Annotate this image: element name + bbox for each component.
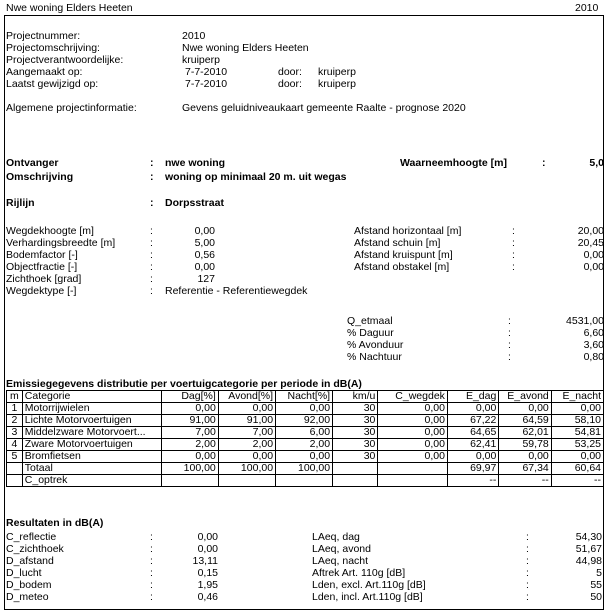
result-value: 51,67 bbox=[575, 543, 602, 555]
table-cell: 1 bbox=[7, 403, 23, 415]
created-label: Aangemaakt op: bbox=[6, 66, 83, 78]
result-colon: : bbox=[526, 555, 529, 567]
table-row bbox=[7, 439, 604, 451]
table-cell bbox=[276, 475, 333, 487]
created-date: 7-7-2010 bbox=[185, 66, 228, 78]
param-label: Zichthoek [grad] bbox=[6, 273, 82, 285]
table-cell: 0,00 bbox=[276, 403, 333, 415]
result-colon: : bbox=[526, 579, 529, 591]
emission-table-header bbox=[7, 391, 604, 403]
table-cell: 30 bbox=[333, 403, 378, 415]
result-colon: : bbox=[150, 579, 153, 591]
param-value: 20,00 bbox=[577, 225, 604, 237]
param-value: 0,00 bbox=[194, 261, 215, 273]
modified-by-label: door: bbox=[278, 78, 302, 90]
param-colon: : bbox=[150, 237, 153, 249]
observation-height-label: Waarneemhoogte [m] bbox=[400, 157, 507, 169]
result-colon: : bbox=[150, 555, 153, 567]
result-colon: : bbox=[526, 531, 529, 543]
table-cell: 2,00 bbox=[162, 439, 218, 451]
table-cell: 58,10 bbox=[551, 415, 603, 427]
result-value: 5 bbox=[596, 567, 602, 579]
result-colon: : bbox=[150, 531, 153, 543]
table-cell: Bromfietsen bbox=[22, 451, 162, 463]
param-colon: : bbox=[512, 225, 515, 237]
table-cell: Zware Motorvoertuigen bbox=[22, 439, 162, 451]
table-cell: Lichte Motorvoertuigen bbox=[22, 415, 162, 427]
param-colon: : bbox=[150, 285, 153, 297]
receiver-description-label: Omschrijving bbox=[6, 171, 74, 183]
result-label: Lden, incl. Art.110g [dB] bbox=[312, 591, 423, 603]
table-cell: 0,00 bbox=[218, 403, 275, 415]
table-cell: 30 bbox=[333, 427, 378, 439]
param-label: Wegdektype [-] bbox=[6, 285, 77, 297]
column-header: E_dag bbox=[447, 391, 498, 403]
traffic-colon: : bbox=[508, 339, 511, 351]
modified-label: Laatst gewijzigd op: bbox=[6, 78, 99, 90]
param-colon: : bbox=[150, 261, 153, 273]
result-label: LAeq, avond bbox=[312, 543, 371, 555]
param-label: Afstand horizontaal [m] bbox=[354, 225, 462, 237]
table-cell: 69,97 bbox=[447, 463, 498, 475]
param-label: Bodemfactor [-] bbox=[6, 249, 78, 261]
table-cell: 0,00 bbox=[378, 439, 448, 451]
result-colon: : bbox=[526, 543, 529, 555]
traffic-value: 3,60 bbox=[583, 339, 604, 351]
result-value: 54,30 bbox=[575, 531, 602, 543]
column-header: E_nacht bbox=[551, 391, 603, 403]
general-info-label: Algemene projectinformatie: bbox=[6, 102, 137, 114]
table-cell bbox=[218, 475, 275, 487]
project-owner: kruiperp bbox=[182, 54, 220, 66]
result-label: Lden, excl. Art.110g [dB] bbox=[312, 579, 426, 591]
traffic-label: % Daguur bbox=[347, 327, 394, 339]
result-label: LAeq, nacht bbox=[312, 555, 369, 567]
param-colon: : bbox=[512, 261, 515, 273]
table-cell: 59,78 bbox=[499, 439, 551, 451]
column-header: E_avond bbox=[499, 391, 551, 403]
table-cell: 0,00 bbox=[378, 451, 448, 463]
road-colon: : bbox=[150, 197, 154, 209]
traffic-colon: : bbox=[508, 327, 511, 339]
table-cell: 0,00 bbox=[551, 403, 603, 415]
param-value: 0,00 bbox=[583, 261, 604, 273]
receiver-description: woning op minimaal 20 m. uit wegas bbox=[165, 171, 347, 183]
result-label: C_zichthoek bbox=[6, 543, 64, 555]
document-title: Nwe woning Elders Heeten bbox=[6, 2, 133, 14]
table-cell: 7,00 bbox=[218, 427, 275, 439]
param-label: Objectfractie [-] bbox=[6, 261, 78, 273]
table-cell: 0,00 bbox=[378, 415, 448, 427]
table-cell: 3 bbox=[7, 427, 23, 439]
result-label: C_reflectie bbox=[6, 531, 57, 543]
param-label: Wegdekhoogte [m] bbox=[6, 225, 94, 237]
param-colon: : bbox=[150, 273, 153, 285]
modified-by: kruiperp bbox=[318, 78, 356, 90]
param-colon: : bbox=[512, 249, 515, 261]
receiver-label: Ontvanger bbox=[6, 157, 59, 169]
table-cell: 0,00 bbox=[499, 403, 551, 415]
result-label: D_afstand bbox=[6, 555, 54, 567]
param-label: Afstand schuin [m] bbox=[354, 237, 441, 249]
param-value: 20,45 bbox=[577, 237, 604, 249]
table-cell: 91,00 bbox=[162, 415, 218, 427]
result-label: Aftrek Art. 110g [dB] bbox=[312, 567, 406, 579]
table-cell: Middelzware Motorvoert... bbox=[22, 427, 162, 439]
emission-title: Emissiegegevens distributie per voertuigcategorie per periode in dB(A) bbox=[6, 378, 362, 390]
result-value: 0,15 bbox=[197, 567, 218, 579]
table-cell: 67,22 bbox=[447, 415, 498, 427]
table-cell: 0,00 bbox=[551, 451, 603, 463]
receiver-description-colon: : bbox=[150, 171, 154, 183]
param-label: Afstand obstakel [m] bbox=[354, 261, 450, 273]
result-label: D_meteo bbox=[6, 591, 49, 603]
traffic-value: 4531,00 bbox=[566, 315, 604, 327]
traffic-colon: : bbox=[508, 315, 511, 327]
table-cell: 0,00 bbox=[499, 451, 551, 463]
receiver-name: nwe woning bbox=[165, 157, 226, 169]
table-cell: 60,64 bbox=[551, 463, 603, 475]
created-by-label: door: bbox=[278, 66, 302, 78]
param-colon: : bbox=[512, 237, 515, 249]
param-label: Verhardingsbreedte [m] bbox=[6, 237, 116, 249]
result-value: 55 bbox=[590, 579, 602, 591]
result-label: LAeq, dag bbox=[312, 531, 360, 543]
traffic-value: 6,60 bbox=[583, 327, 604, 339]
column-header: km/u bbox=[333, 391, 378, 403]
created-by: kruiperp bbox=[318, 66, 356, 78]
result-label: D_lucht bbox=[6, 567, 42, 579]
table-cell bbox=[378, 463, 448, 475]
road-label: Rijlijn bbox=[6, 197, 35, 209]
general-info: Gevens geluidniveaukaart gemeente Raalte - prognose 2020 bbox=[182, 102, 466, 114]
result-colon: : bbox=[526, 591, 529, 603]
table-cell bbox=[162, 475, 218, 487]
table-cell: -- bbox=[499, 475, 551, 487]
table-cell: 62,01 bbox=[499, 427, 551, 439]
traffic-value: 0,80 bbox=[583, 351, 604, 363]
column-header: Avond[%] bbox=[218, 391, 275, 403]
project-number: 2010 bbox=[182, 30, 206, 42]
table-cell: 100,00 bbox=[276, 463, 333, 475]
column-header: C_wegdek bbox=[378, 391, 448, 403]
table-cell: 30 bbox=[333, 439, 378, 451]
result-value: 1,95 bbox=[197, 579, 218, 591]
table-cell bbox=[333, 475, 378, 487]
table-cell: Totaal bbox=[22, 463, 162, 475]
column-header: m bbox=[7, 391, 23, 403]
param-value: Referentie - Referentiewegdek bbox=[165, 285, 308, 297]
table-cell: 0,00 bbox=[276, 451, 333, 463]
result-value: 44,98 bbox=[575, 555, 602, 567]
table-cell: 30 bbox=[333, 415, 378, 427]
table-cell: 64,65 bbox=[447, 427, 498, 439]
param-value: 0,56 bbox=[194, 249, 215, 261]
document-year: 2010 bbox=[575, 2, 599, 14]
result-colon: : bbox=[150, 591, 153, 603]
table-cell: 54,81 bbox=[551, 427, 603, 439]
table-cell: 62,41 bbox=[447, 439, 498, 451]
table-cell: 4 bbox=[7, 439, 23, 451]
result-label: D_bodem bbox=[6, 579, 52, 591]
table-cell bbox=[7, 463, 23, 475]
table-cell: 0,00 bbox=[378, 403, 448, 415]
table-cell: Motorrijwielen bbox=[22, 403, 162, 415]
table-cell: 0,00 bbox=[447, 403, 498, 415]
table-cell: 30 bbox=[333, 451, 378, 463]
table-cell: C_optrek bbox=[22, 475, 162, 487]
result-colon: : bbox=[150, 543, 153, 555]
result-value: 13,11 bbox=[192, 555, 218, 567]
result-colon: : bbox=[150, 567, 153, 579]
observation-height: 5,0 bbox=[589, 157, 604, 169]
traffic-label: Q_etmaal bbox=[347, 315, 393, 327]
table-cell bbox=[333, 463, 378, 475]
param-label: Afstand kruispunt [m] bbox=[354, 249, 453, 261]
project-description: Nwe woning Elders Heeten bbox=[182, 42, 309, 54]
project-description-label: Projectomschrijving: bbox=[6, 42, 100, 54]
modified-date: 7-7-2010 bbox=[185, 78, 228, 90]
traffic-label: % Avonduur bbox=[347, 339, 404, 351]
column-header: Categorie bbox=[22, 391, 162, 403]
table-cell: 6,00 bbox=[276, 427, 333, 439]
project-number-label: Projectnummer: bbox=[6, 30, 81, 42]
table-cell: 67,34 bbox=[499, 463, 551, 475]
table-row bbox=[7, 415, 604, 427]
result-colon: : bbox=[526, 567, 529, 579]
table-cell bbox=[7, 475, 23, 487]
table-row bbox=[7, 403, 604, 415]
table-row bbox=[7, 451, 604, 463]
table-cell: 64,59 bbox=[499, 415, 551, 427]
result-value: 0,00 bbox=[197, 531, 218, 543]
table-cell: 2,00 bbox=[218, 439, 275, 451]
table-cell: 5 bbox=[7, 451, 23, 463]
road-name: Dorpsstraat bbox=[165, 197, 224, 209]
observation-height-colon: : bbox=[542, 157, 546, 169]
project-owner-label: Projectverantwoordelijke: bbox=[6, 54, 124, 66]
result-value: 0,00 bbox=[197, 543, 218, 555]
receiver-colon: : bbox=[150, 157, 154, 169]
table-cell: 53,25 bbox=[551, 439, 603, 451]
param-value: 127 bbox=[197, 273, 215, 285]
param-colon: : bbox=[150, 225, 153, 237]
result-value: 0,46 bbox=[197, 591, 218, 603]
table-cell: 2 bbox=[7, 415, 23, 427]
table-cell: 0,00 bbox=[218, 451, 275, 463]
param-value: 0,00 bbox=[194, 225, 215, 237]
table-row bbox=[7, 427, 604, 439]
table-cell: 2,00 bbox=[276, 439, 333, 451]
table-cell: 0,00 bbox=[447, 451, 498, 463]
column-header: Nacht[%] bbox=[276, 391, 333, 403]
table-cell: 0,00 bbox=[378, 427, 448, 439]
results-title: Resultaten in dB(A) bbox=[6, 517, 104, 529]
traffic-label: % Nachtuur bbox=[347, 351, 402, 363]
result-value: 50 bbox=[590, 591, 602, 603]
param-value: 5,00 bbox=[194, 237, 215, 249]
table-cell: -- bbox=[551, 475, 603, 487]
table-row bbox=[7, 463, 604, 475]
table-cell: -- bbox=[447, 475, 498, 487]
table-cell: 100,00 bbox=[162, 463, 218, 475]
table-cell: 0,00 bbox=[162, 451, 218, 463]
emission-table bbox=[6, 390, 604, 487]
param-value: 0,00 bbox=[583, 249, 604, 261]
table-cell: 92,00 bbox=[276, 415, 333, 427]
table-cell: 91,00 bbox=[218, 415, 275, 427]
table-cell: 0,00 bbox=[162, 403, 218, 415]
param-colon: : bbox=[150, 249, 153, 261]
traffic-colon: : bbox=[508, 351, 511, 363]
table-cell: 7,00 bbox=[162, 427, 218, 439]
table-row bbox=[7, 475, 604, 487]
table-cell: 100,00 bbox=[218, 463, 275, 475]
table-cell bbox=[378, 475, 448, 487]
column-header: Dag[%] bbox=[162, 391, 218, 403]
